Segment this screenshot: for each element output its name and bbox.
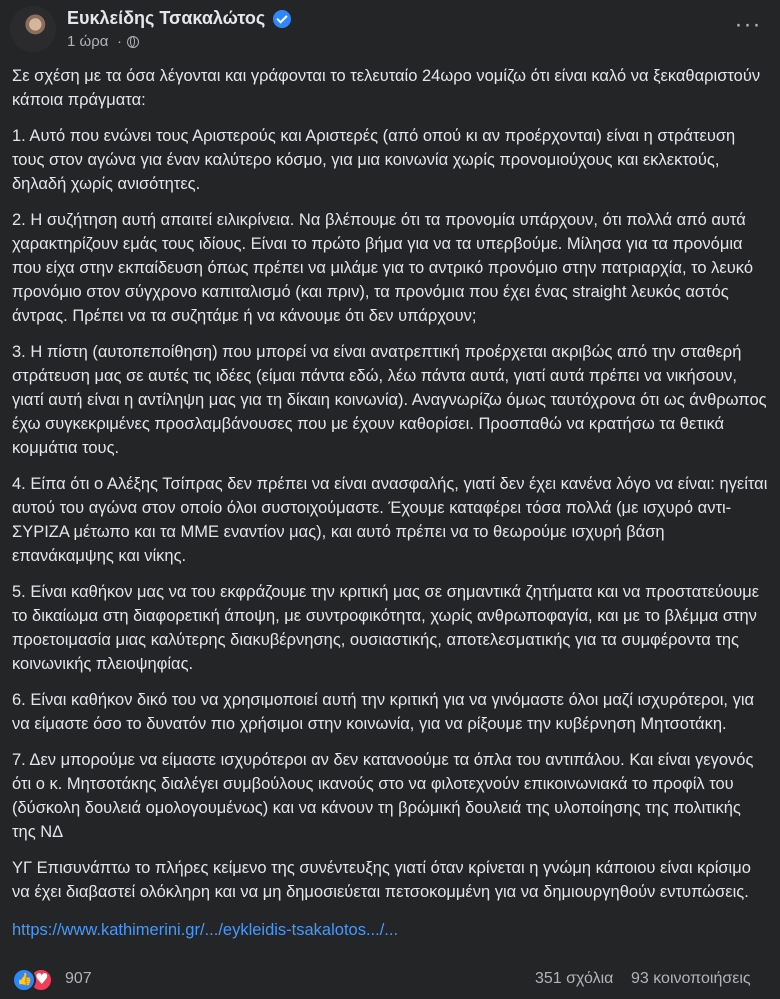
public-globe-icon: [127, 36, 139, 48]
meta-separator: ·: [117, 33, 122, 50]
author-name[interactable]: Ευκλείδης Τσακαλώτος: [67, 8, 266, 28]
post-footer: [0, 964, 780, 994]
post-paragraph-2: 2. Η συζήτηση αυτή απαιτεί ειλικρίνεια. Να βλέπουμε ότι τα προνομία υπάρχουν, ότι πολλά από αυτά χαρακτηρίζουν εμάς τους ιδίους. Είναι το πρώτο βήμα για να τα υπερβούμε. Μίλησα για τα προνόμια που είχα στην εκπαίδευση όπως πρέπει να μιλάμε για το αντρικό προνόμιο στην πατριαρχία, το λευκό προνόμιο στον σύγχρονο καπιταλισμό (και πριν), τα προνόμια που έχει ένας straight λευκός αστός άντρας. Πρέπει να τα συζητάμε ή να κάνουμε ότι δεν υπάρχουν;: [12, 211, 754, 325]
post-paragraph-1: 1. Αυτό που ενώνει τους Αριστερούς και Αριστερές (από οπού κι αν προέρχονται) είναι η στράτευση τους στον αγώνα για έναν καλύτερο κόσμο, για μια κοινωνία χωρίς προνομιούχους και εκλεκτούς, δηλαδή χωρίς ανισότητες.: [12, 127, 736, 193]
post-paragraph-7: 7. Δεν μπορούμε να είμαστε ισχυρότεροι αν δεν κατανοούμε τα όπλα του αντιπάλου. Και είναι γεγονός ότι ο κ. Μητσοτάκης διαλέγει συμβούλους ικανούς στο να φιλοτεχνούν επικοινωνιακά το προφίλ του (δύσκολη δουλειά ομολογουμένως) και να κάνουν τη βρώμική δουλειά της υλοποίησης της πολιτικής της ΝΔ: [12, 751, 754, 841]
reaction-count[interactable]: 907: [65, 970, 92, 987]
post-paragraph-5: 5. Είναι καθήκον μας να του εκφράζουμε την κριτική μας σε σημαντικά ζητήματα και να προστατεύουμε το δικαίωμα στη διαφορετική άποψη, με συντροφικότητα, χωρίς ανθρωποφαγία, και με το βλέμμα στην προετοιμασία μιας καλύτερης διακυβέρνησης, ουσιαστικής, αποτελεσματικής για τα συμφέροντα της κοινωνικής πλειοψηφίας.: [12, 583, 760, 673]
post-header: [0, 0, 780, 60]
author-avatar[interactable]: [10, 6, 56, 52]
post-paragraph-6: 6. Είναι καθήκον δικό του να χρησιμοποιεί αυτή την κριτική για να γινόμαστε όλοι μαζί ισχυρότεροι, για να είμαστε όσο το δυνατόν πιο χρήσιμοι στην κοινωνία, για να ρίξουμε την κυβέρνηση Μητσοτάκη.: [12, 691, 755, 733]
post-paragraph-4: 4. Είπα ότι ο Αλέξης Τσίπρας δεν πρέπει να είναι ανασφαλής, γιατί δεν έχει κανένα λόγο να είναι: ηγείται αυτού του αγώνα στον οποίο όλοι συστοιχούμαστε. Έχουμε καταφέρει τόσα πολλά (με ισχυρό αντι-ΣΥΡΙΖΑ μέτωπο και τα ΜΜΕ εναντίον μας), και αυτό πρέπει να το θεωρούμε ισχυρή βάση επανάκαμψης και νίκης.: [12, 475, 768, 565]
like-icon[interactable]: [12, 968, 36, 992]
article-link[interactable]: https://www.kathimerini.gr/.../eykleidis-tsakalotos.../...: [12, 921, 399, 939]
post-body: [12, 64, 768, 942]
verified-badge-icon: [273, 10, 291, 28]
more-options-button[interactable]: ···: [734, 11, 762, 38]
post-paragraph-intro: Σε σχέση με τα όσα λέγονται και γράφονται το τελευταίο 24ωρο νομίζω ότι είναι καλό να ξεκαθαριστούν κάποια πράγματα:: [12, 67, 761, 109]
comments-count[interactable]: 351 σχόλια: [535, 970, 614, 987]
post-paragraph-ps: ΥΓ Επισυνάπτω το πλήρες κείμενο της συνέντευξης γιατί όταν κρίνεται η γνώμη κάποιου είναι κρίσιμο να έχει διαβαστεί ολόκληρη και να μη δημοσιεύεται πετσοκομμένη για να δημιουργηθούν εντυπώσεις.: [12, 859, 751, 901]
shares-count[interactable]: 93 κοινοποιήσεις: [631, 970, 751, 987]
post-paragraph-3: 3. Η πίστη (αυτοπεποίθηση) που μπορεί να είναι ανατρεπτική προέρχεται ακριβώς από την σταθερή στράτευση μας σε αυτές τις ιδέες (είμαι πάντα εδώ, λέω πάντα αυτά, γιατί αυτά πρέπει να νικήσουν, γιατί αυτή είναι η αντίληψη μας για τη δίκαιη κοινωνία). Αναγνωρίζω όμως ταυτόχρονα ότι ως άνθρωπος έχω συγκεκριμένες προσλαμβάνουσες που με έχουν καθορίσει. Προσπαθώ να κρατήσω τα θετικά κομμάτια τους.: [12, 343, 767, 457]
post-timestamp[interactable]: 1 ώρα: [67, 33, 109, 50]
